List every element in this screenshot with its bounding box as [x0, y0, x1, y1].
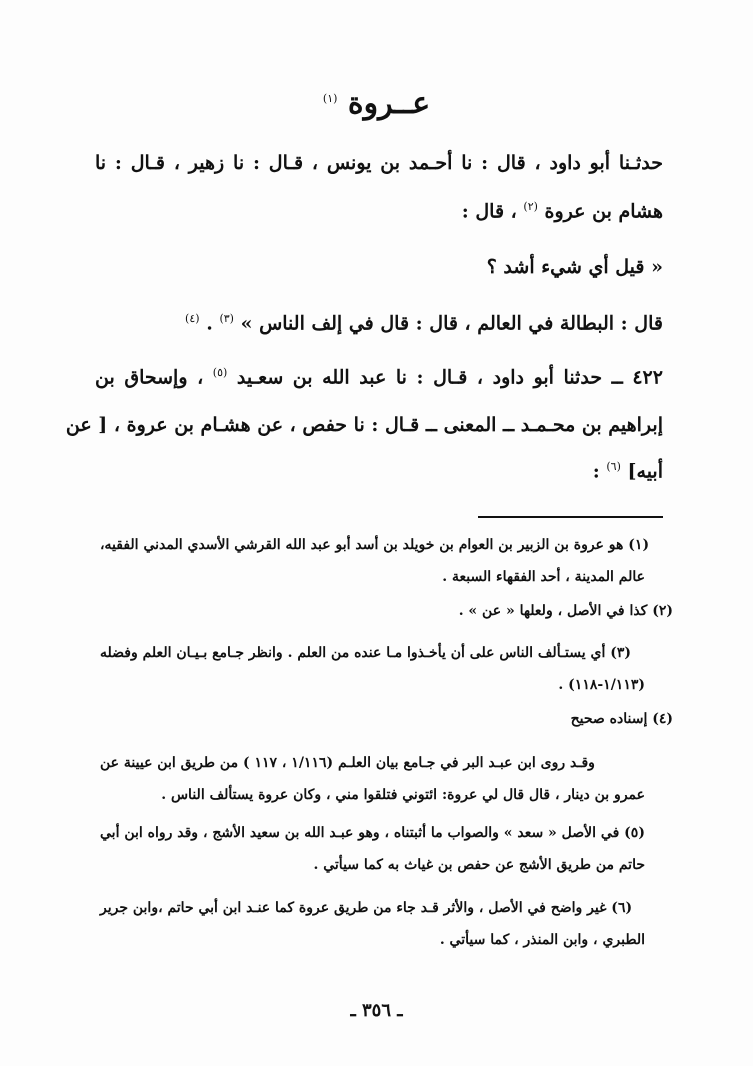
- footnote-5: (٥) في الأصل « سعد » والصواب ما أثبتناه ، وهو عبـد الله بن سعيد الأشج ، وقد رواه ابن أبي: [100, 825, 645, 841]
- body-line-2: [462, 200, 663, 222]
- footnote-separator: [478, 516, 663, 518]
- body-line-4-text: قال : البطالة في العالم ، قال : قال في إلف الناس »: [240, 312, 663, 335]
- footnote-ref: (٤): [185, 312, 200, 325]
- body-line-4: [185, 312, 663, 334]
- footnote-3-cont: (١/١١٣-١١٨) .: [558, 677, 645, 693]
- footnote-ref: (٦): [606, 460, 621, 473]
- footnote-6-cont: الطبري ، وابن المنذر ، كما سيأتي .: [439, 932, 645, 948]
- footnote-3: (٣) أي يستـألف الناس على أن يأخـذوا مـا عنده من العلم . وانظر جـامع بـيـان العلم وفضله: [100, 645, 632, 661]
- body-line-7: [593, 460, 663, 482]
- body-line-1: حدثـنا أبو داود ، قال : نا أحـمد بن يونس ، قـال : نا زهير ، قـال : نا: [95, 152, 663, 174]
- footnote-4: وقـد روى ابن عبـد البر في جـامع بيان العلـم (١/١١٦ ، ١١٧ ) من طريق ابن عيينة عن: [100, 755, 595, 771]
- body-line-7-tail: :: [592, 460, 600, 483]
- section-title: [0, 86, 753, 121]
- body-line-3: « قيل أي شيء أشد ؟: [486, 256, 663, 278]
- page-number: ـ ٣٥٦ ـ: [350, 1000, 403, 1021]
- footnote-ref: (٣): [219, 312, 234, 325]
- footnote-1: (١) هو عروة بن الزبير بن العوام بن خويلد بن أسد أبو عبد الله القرشي الأسدي المدني الفقيه،: [100, 537, 650, 553]
- body-line-2-tail: ، قال :: [461, 200, 517, 223]
- section-title-text: عــروة: [347, 86, 431, 121]
- footnote-4-cont: عمرو بن دينار ، قال قال لي عروة: ائتوني فتلقوا مني ، وكان عروة يستألف الناس .: [161, 787, 645, 803]
- body-line-6: إبراهيم بن محـمـد ــ المعنى ــ قـال : نا حفص ، عن هشـام بن عروة ، [ عن: [65, 414, 663, 436]
- footnote-5-cont: حاتم من طريق الأشج عن حفص بن غياث به كما سيأتي .: [313, 857, 645, 873]
- footnote-ref: (٢): [523, 200, 538, 213]
- footnote-ref: (١): [322, 92, 338, 105]
- footnote-2: (٢) كذا في الأصل ، ولعلها « عن » .: [458, 603, 673, 619]
- footnote-ref: (٥): [212, 366, 228, 379]
- body-line-7-text: أبيه]: [627, 460, 663, 483]
- footnote-1-cont: عالم المدينة ، أحد الفقهاء السبعة .: [442, 569, 645, 585]
- body-line-2-text: هشام بن عروة: [544, 200, 663, 223]
- body-line-5-text: ٤٢٢ ــ حدثنا أبو داود ، قـال : نا عبد الله بن سعـيد: [236, 366, 663, 389]
- footnote-6: (٦) غير واضح في الأصل ، والأثر قـد جاء من طريق عروة كما عنـد ابن أبي حاتم ،وابن جرير: [100, 900, 633, 916]
- body-line-4-mid: .: [206, 312, 213, 335]
- footnote-4-heading: (٤) إسناده صحيح: [570, 711, 673, 727]
- body-line-5: [95, 366, 663, 388]
- body-line-5-tail: ، وإسحاق بن: [95, 366, 204, 389]
